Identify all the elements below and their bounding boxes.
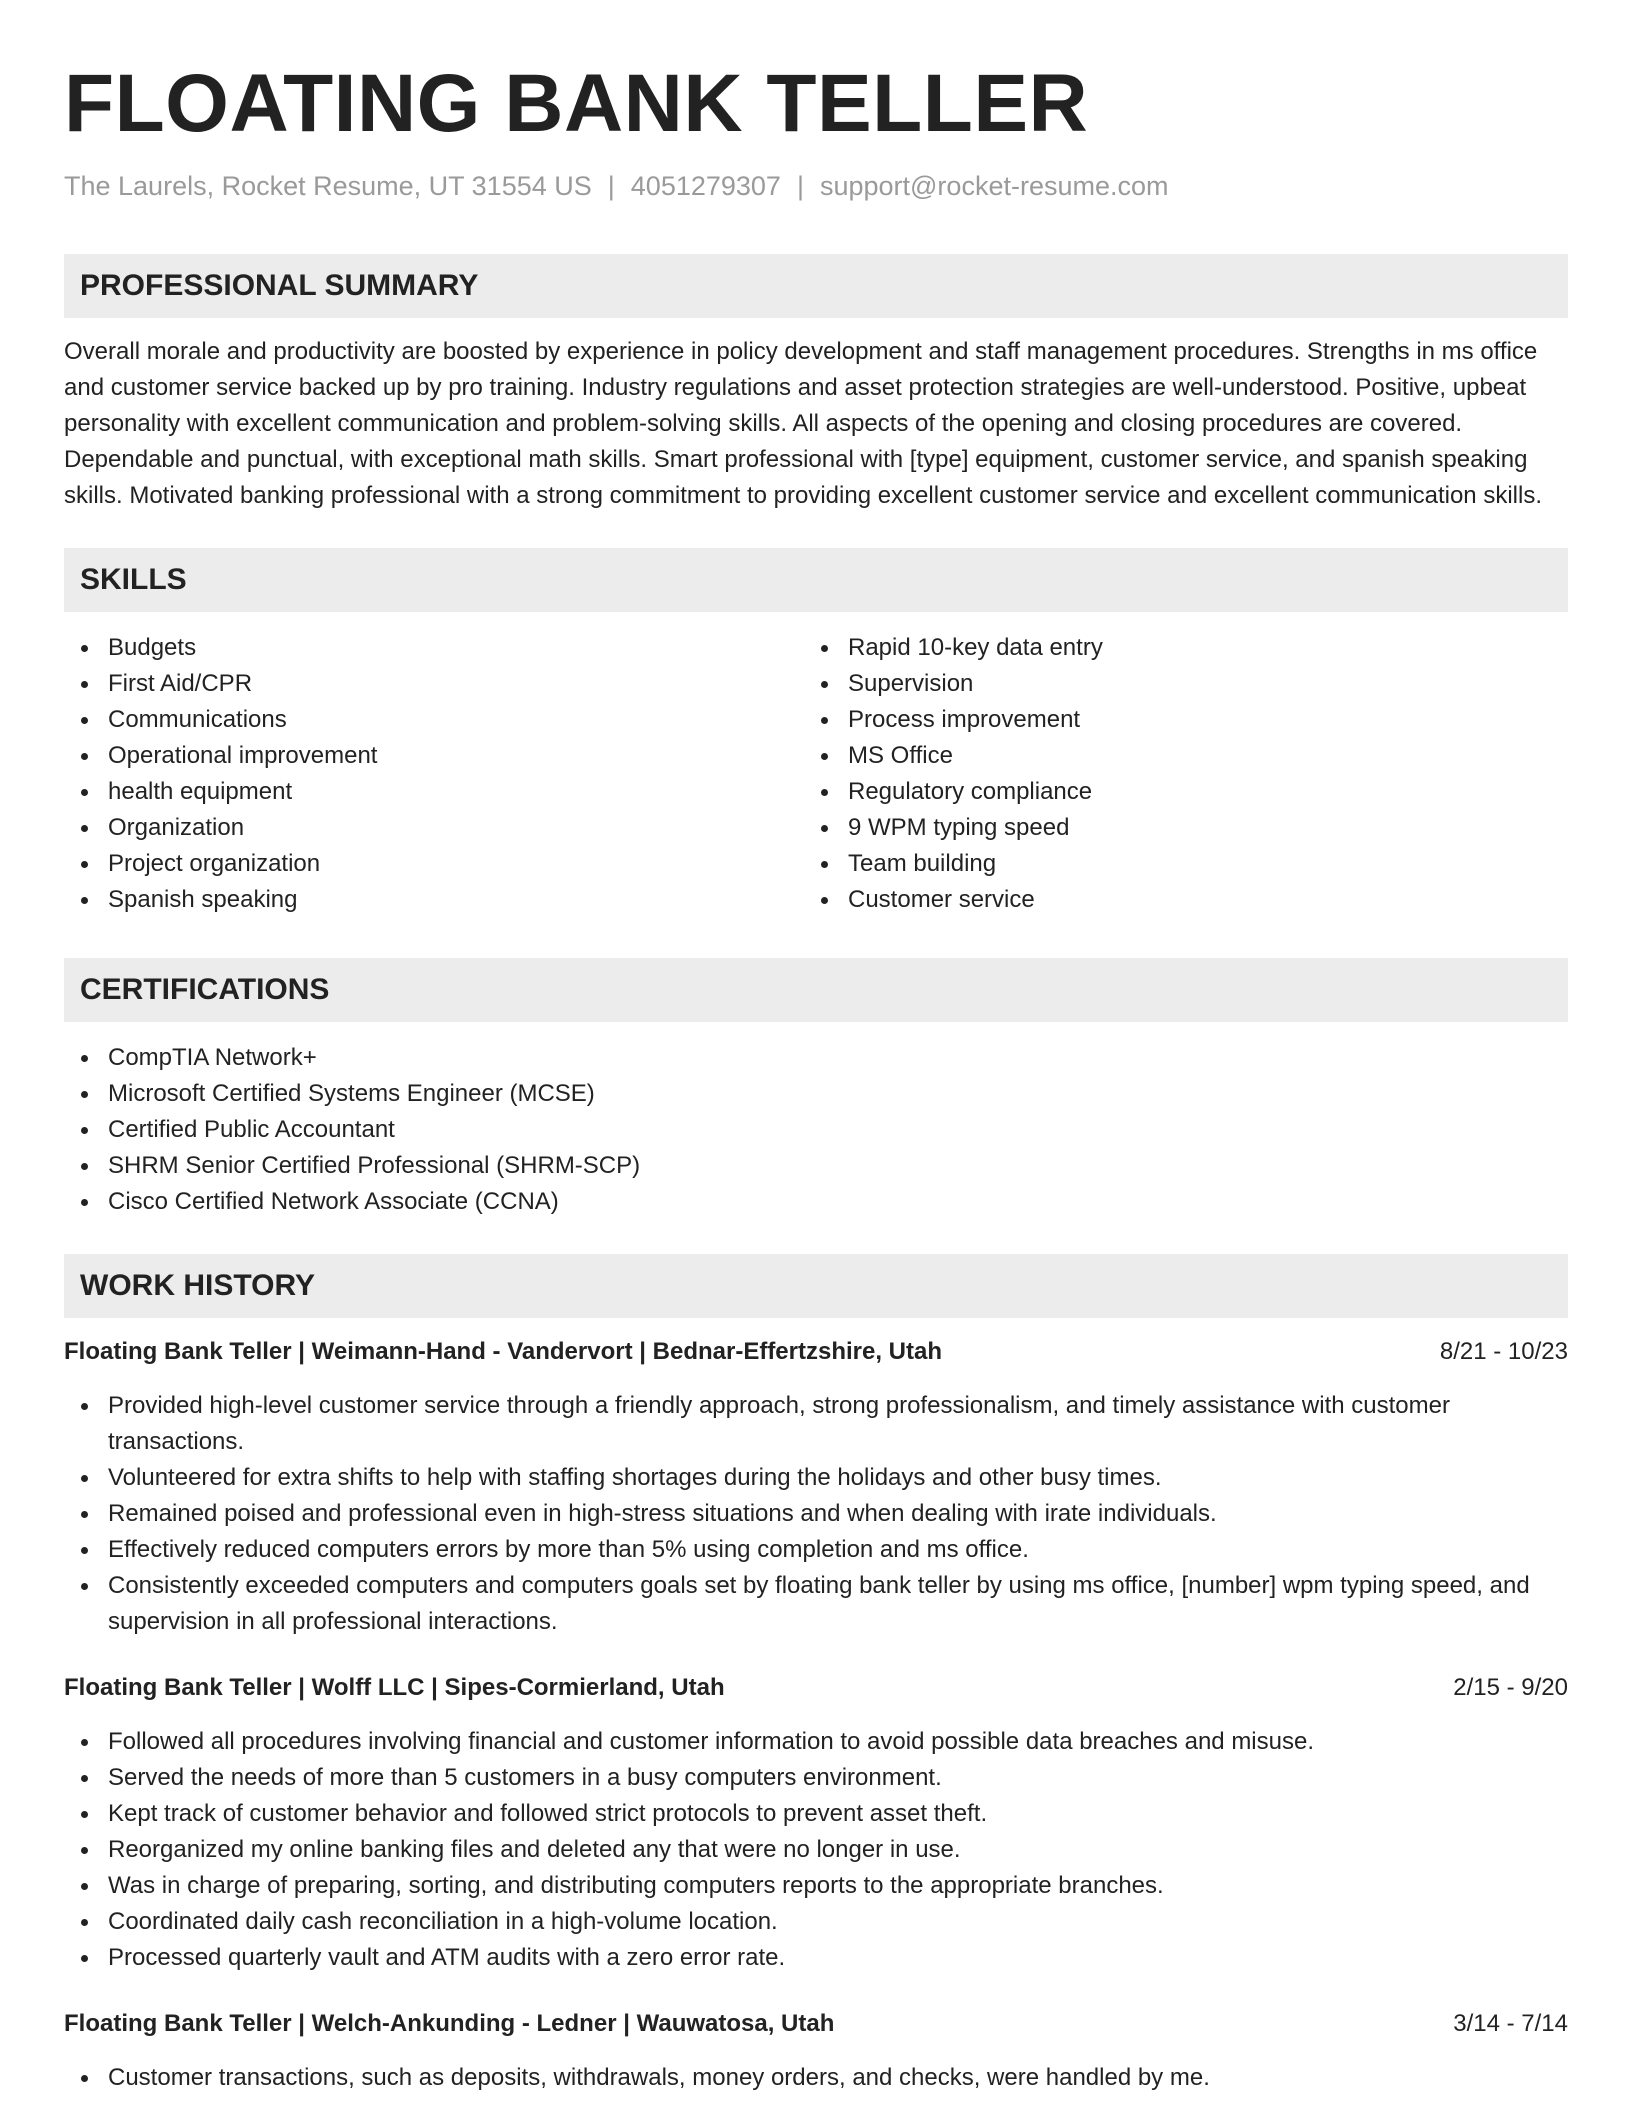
job-entry — [64, 1334, 1568, 1640]
skill-item: health equipment — [64, 774, 804, 810]
contact-phone: 4051279307 — [630, 171, 781, 201]
skills-section-header: SKILLS — [64, 548, 1568, 612]
certification-item: Certified Public Accountant — [64, 1112, 1568, 1148]
job-duty: Customer transactions, such as deposits, withdrawals, money orders, and checks, were handled by me. — [64, 2060, 1568, 2096]
skills-list-right — [804, 630, 1568, 918]
contact-separator: | — [607, 171, 615, 201]
job-duty: Served the needs of more than 5 customers in a busy computers environment. — [64, 1760, 1568, 1796]
skill-item: Organization — [64, 810, 804, 846]
skill-item: Budgets — [64, 630, 804, 666]
skill-item: Process improvement — [804, 702, 1568, 738]
skill-item: Regulatory compliance — [804, 774, 1568, 810]
certification-item: CompTIA Network+ — [64, 1040, 1568, 1076]
summary-text: Overall morale and productivity are boosted by experience in policy development and staff management procedures. Strengths in ms office and customer service backed up by pro training. Industry regulations and asset protection strategies are well-understood. Positive, upbeat personality with excellent communication and problem-solving skills. All aspects of the opening and closing procedures are covered. Dependable and punctual, with exceptional math skills. Smart professional with [type] equipment, customer service, and spanish speaking skills. Motivated banking professional with a strong commitment to providing excellent customer service and excellent communication skills. — [64, 338, 1542, 509]
resume-name: FLOATING BANK TELLER — [64, 58, 1089, 149]
work-history-section-header: WORK HISTORY — [64, 1254, 1568, 1318]
skill-item: Project organization — [64, 846, 804, 882]
job-title: Floating Bank Teller | Welch-Ankunding - Ledner | Wauwatosa, Utah — [64, 2010, 835, 2037]
skill-item: Rapid 10-key data entry — [804, 630, 1568, 666]
skill-item: MS Office — [804, 738, 1568, 774]
job-duty: Was in charge of preparing, sorting, and distributing computers reports to the appropriate branches. — [64, 1868, 1568, 1904]
skill-item: Supervision — [804, 666, 1568, 702]
job-header — [64, 1670, 1568, 1706]
skill-item: Team building — [804, 846, 1568, 882]
skill-item: Communications — [64, 702, 804, 738]
job-duty: Remained poised and professional even in high-stress situations and when dealing with irate individuals. — [64, 1496, 1568, 1532]
contact-line — [64, 168, 1568, 204]
job-dates: 8/21 - 10/23 — [1439, 1338, 1568, 1365]
job-duty: Followed all procedures involving financial and customer information to avoid possible data breaches and misuse. — [64, 1724, 1568, 1760]
contact-address: The Laurels, Rocket Resume, UT 31554 US — [64, 171, 592, 201]
job-duty: Effectively reduced computers errors by more than 5% using completion and ms office. — [64, 1532, 1568, 1568]
job-duties-list — [64, 1724, 1568, 1976]
skill-item: Customer service — [804, 882, 1568, 918]
skills-grid — [64, 630, 1568, 918]
job-duty: Kept track of customer behavior and followed strict protocols to prevent asset theft. — [64, 1796, 1568, 1832]
job-dates: 3/14 - 7/14 — [1453, 2010, 1568, 2037]
contact-email: support@rocket-resume.com — [819, 171, 1169, 201]
job-duty: Provided high-level customer service through a friendly approach, strong professionalism, and timely assistance with customer transactions. — [64, 1388, 1568, 1460]
job-duty: Consistently exceeded computers and computers goals set by floating bank teller by using ms office, [number] wpm typing speed, and supervision in all professional interactions. — [64, 1568, 1568, 1640]
skill-item: Spanish speaking — [64, 882, 804, 918]
job-header — [64, 2006, 1568, 2042]
summary-section-header: PROFESSIONAL SUMMARY — [64, 254, 1568, 318]
job-duties-list — [64, 2060, 1568, 2096]
contact-separator: | — [796, 171, 804, 201]
job-duty: Coordinated daily cash reconciliation in a high-volume location. — [64, 1904, 1568, 1940]
skill-item: First Aid/CPR — [64, 666, 804, 702]
job-dates: 2/15 - 9/20 — [1453, 1674, 1568, 1701]
skill-item: 9 WPM typing speed — [804, 810, 1568, 846]
certification-item: Cisco Certified Network Associate (CCNA) — [64, 1184, 1568, 1220]
job-header — [64, 1334, 1568, 1370]
certifications-section-header: CERTIFICATIONS — [64, 958, 1568, 1022]
certification-item: SHRM Senior Certified Professional (SHRM-SCP) — [64, 1148, 1568, 1184]
job-title: Floating Bank Teller | Wolff LLC | Sipes-Cormierland, Utah — [64, 1674, 725, 1701]
certifications-list — [64, 1040, 1568, 1220]
job-entry — [64, 2006, 1568, 2096]
job-entry — [64, 1670, 1568, 1976]
job-title: Floating Bank Teller | Weimann-Hand - Vandervort | Bednar-Effertzshire, Utah — [64, 1338, 943, 1365]
job-duty: Volunteered for extra shifts to help with staffing shortages during the holidays and other busy times. — [64, 1460, 1568, 1496]
job-duty: Reorganized my online banking files and deleted any that were no longer in use. — [64, 1832, 1568, 1868]
job-duty: Processed quarterly vault and ATM audits with a zero error rate. — [64, 1940, 1568, 1976]
skill-item: Operational improvement — [64, 738, 804, 774]
job-duties-list — [64, 1388, 1568, 1640]
skills-list-left — [64, 630, 804, 918]
certification-item: Microsoft Certified Systems Engineer (MCSE) — [64, 1076, 1568, 1112]
